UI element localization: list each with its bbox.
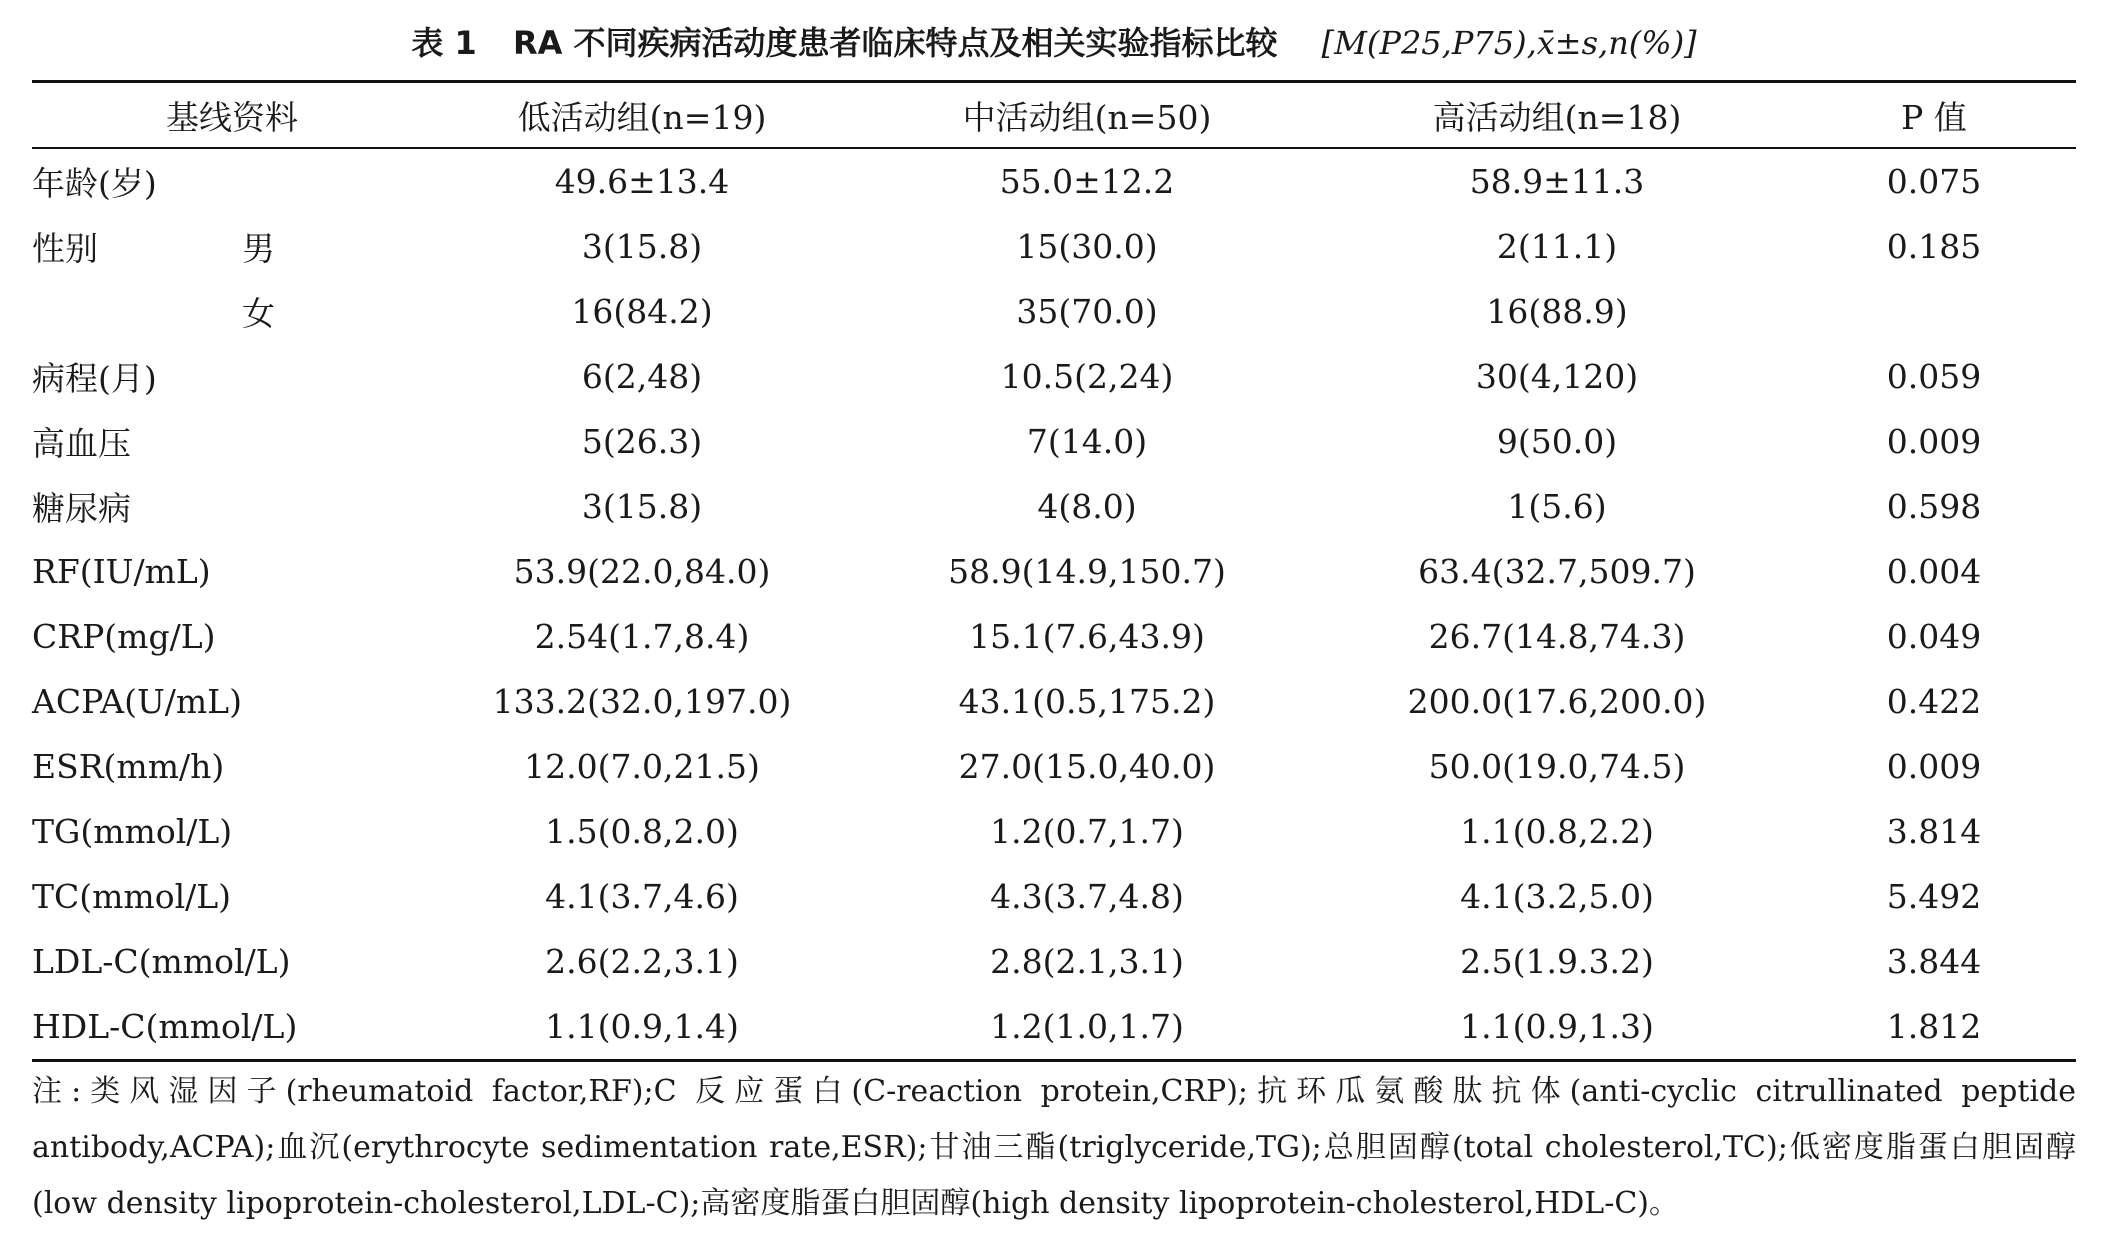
cell-variable	[32, 994, 432, 1061]
cell-high-activity: 2(11.1)	[1496, 227, 1618, 266]
cell-high-activity: 63.4(32.7,509.7)	[1418, 552, 1696, 591]
table-title: RA 不同疾病活动度患者临床特点及相关实验指标比较	[512, 24, 1278, 62]
cell-variable	[32, 474, 432, 539]
table-number: 表 1	[411, 24, 477, 62]
cell-p-value: 0.049	[1886, 617, 1982, 656]
variable-label: TG(mmol/L)	[32, 812, 233, 851]
cell-mid-activity: 15(30.0)	[1016, 227, 1158, 266]
table-caption	[0, 18, 2108, 68]
variable-label: 性别	[32, 229, 98, 268]
header-baseline: 基线资料	[166, 97, 298, 137]
cell-high-activity: 2.5(1.9.3.2)	[1460, 942, 1654, 981]
cell-mid-activity: 4(8.0)	[1037, 487, 1137, 526]
variable-label: HDL-C(mmol/L)	[32, 1007, 298, 1046]
cell-p-value: 0.075	[1886, 162, 1982, 201]
cell-mid-activity: 43.1(0.5,175.2)	[958, 682, 1216, 721]
cell-variable	[32, 669, 432, 734]
cell-variable	[32, 409, 432, 474]
variable-label: 高血压	[32, 424, 131, 463]
comparison-table	[32, 80, 2076, 1062]
table-row	[32, 604, 2076, 669]
cell-p-value: 0.004	[1886, 552, 1982, 591]
cell-low-activity: 2.54(1.7,8.4)	[534, 617, 750, 656]
cell-high-activity: 9(50.0)	[1496, 422, 1618, 461]
table-row	[32, 734, 2076, 799]
cell-high-activity: 1.1(0.9,1.3)	[1460, 1007, 1654, 1046]
cell-variable	[32, 148, 432, 214]
cell-p-value: 3.844	[1886, 942, 1982, 981]
variable-label: ESR(mm/h)	[32, 747, 225, 786]
cell-variable	[32, 279, 432, 344]
cell-high-activity: 1(5.6)	[1507, 487, 1607, 526]
cell-high-activity: 4.1(3.2,5.0)	[1460, 877, 1654, 916]
variable-label: 病程(月)	[32, 359, 157, 398]
cell-low-activity: 6(2,48)	[581, 357, 703, 396]
table-body	[32, 148, 2076, 1061]
cell-high-activity: 16(88.9)	[1486, 292, 1628, 331]
cell-p-value: 0.422	[1886, 682, 1982, 721]
cell-high-activity: 58.9±11.3	[1469, 162, 1645, 201]
table-row	[32, 279, 2076, 344]
table-row	[32, 474, 2076, 539]
cell-variable	[32, 539, 432, 604]
table-row	[32, 539, 2076, 604]
variable-label: 糖尿病	[32, 489, 131, 528]
cell-variable	[32, 864, 432, 929]
cell-low-activity: 2.6(2.2,3.1)	[545, 942, 739, 981]
variable-label: ACPA(U/mL)	[32, 682, 242, 721]
cell-mid-activity: 15.1(7.6,43.9)	[969, 617, 1205, 656]
table-row	[32, 148, 2076, 214]
cell-variable	[32, 344, 432, 409]
cell-mid-activity: 1.2(0.7,1.7)	[990, 812, 1184, 851]
cell-high-activity: 26.7(14.8,74.3)	[1428, 617, 1686, 656]
cell-p-value: 1.812	[1886, 1007, 1982, 1046]
cell-low-activity: 4.1(3.7,4.6)	[545, 877, 739, 916]
header-mid-activity: 中活动组(n=50)	[962, 97, 1212, 137]
cell-mid-activity: 2.8(2.1,3.1)	[990, 942, 1184, 981]
table-note: 注:类风湿因子(rheumatoid factor,RF);C 反应蛋白(C-reaction protein,CRP);抗环瓜氨酸肽抗体(anti-cyclic citrullinated peptide antibody,ACPA);血沉(erythrocyte sedimentation rate,ESR);甘油三酯(triglyceride,TG);总胆固醇(total cholesterol,TC);低密度脂蛋白胆固醇(low density lipoprotein-cholesterol,LDL-C);高密度脂蛋白胆固醇(high density lipoprotein-cholesterol,HDL-C)。	[32, 1074, 2076, 1221]
variable-label: LDL-C(mmol/L)	[32, 942, 291, 981]
header-low-activity: 低活动组(n=19)	[517, 97, 767, 137]
cell-mid-activity: 10.5(2,24)	[1000, 357, 1174, 396]
cell-p-value: 5.492	[1886, 877, 1982, 916]
cell-variable	[32, 214, 432, 279]
cell-low-activity: 133.2(32.0,197.0)	[492, 682, 792, 721]
cell-low-activity: 16(84.2)	[571, 292, 713, 331]
table-row	[32, 214, 2076, 279]
table-row	[32, 929, 2076, 994]
cell-low-activity: 49.6±13.4	[554, 162, 730, 201]
cell-variable	[32, 734, 432, 799]
cell-variable	[32, 799, 432, 864]
table-row	[32, 344, 2076, 409]
cell-high-activity: 1.1(0.8,2.2)	[1460, 812, 1654, 851]
cell-p-value: 0.059	[1886, 357, 1982, 396]
cell-p-value: 0.009	[1886, 747, 1982, 786]
cell-low-activity: 1.5(0.8,2.0)	[545, 812, 739, 851]
variable-sublabel: 男	[242, 229, 275, 268]
table-row	[32, 864, 2076, 929]
variable-label: TC(mmol/L)	[32, 877, 232, 916]
table-row	[32, 994, 2076, 1061]
variable-label: 年龄(岁)	[32, 164, 157, 203]
cell-mid-activity: 4.3(3.7,4.8)	[990, 877, 1184, 916]
header-p-value: P 值	[1901, 97, 1967, 137]
cell-high-activity: 50.0(19.0,74.5)	[1428, 747, 1686, 786]
cell-low-activity: 3(15.8)	[581, 487, 703, 526]
cell-high-activity: 30(4,120)	[1475, 357, 1639, 396]
cell-p-value: 3.814	[1886, 812, 1982, 851]
cell-variable	[32, 929, 432, 994]
table-stats-format: [M(P25,P75),x̄±s,n(%)]	[1321, 24, 1697, 62]
cell-high-activity: 200.0(17.6,200.0)	[1407, 682, 1707, 721]
variable-label: CRP(mg/L)	[32, 617, 216, 656]
cell-low-activity: 3(15.8)	[581, 227, 703, 266]
cell-low-activity: 1.1(0.9,1.4)	[545, 1007, 739, 1046]
table-row	[32, 409, 2076, 474]
cell-low-activity: 12.0(7.0,21.5)	[524, 747, 760, 786]
cell-p-value: 0.185	[1886, 227, 1982, 266]
cell-p-value	[1792, 279, 2076, 344]
header-high-activity: 高活动组(n=18)	[1432, 97, 1682, 137]
cell-mid-activity: 58.9(14.9,150.7)	[948, 552, 1226, 591]
cell-mid-activity: 1.2(1.0,1.7)	[990, 1007, 1184, 1046]
cell-low-activity: 53.9(22.0,84.0)	[513, 552, 771, 591]
table-row	[32, 799, 2076, 864]
cell-mid-activity: 35(70.0)	[1016, 292, 1158, 331]
variable-sublabel: 女	[242, 294, 275, 333]
table-container	[32, 80, 2076, 1062]
cell-mid-activity: 27.0(15.0,40.0)	[958, 747, 1216, 786]
table-row	[32, 669, 2076, 734]
cell-p-value: 0.598	[1886, 487, 1982, 526]
table-header-row	[32, 82, 2076, 149]
cell-mid-activity: 7(14.0)	[1026, 422, 1148, 461]
variable-label: RF(IU/mL)	[32, 552, 211, 591]
cell-p-value: 0.009	[1886, 422, 1982, 461]
cell-low-activity: 5(26.3)	[581, 422, 703, 461]
cell-mid-activity: 55.0±12.2	[999, 162, 1175, 201]
cell-variable	[32, 604, 432, 669]
